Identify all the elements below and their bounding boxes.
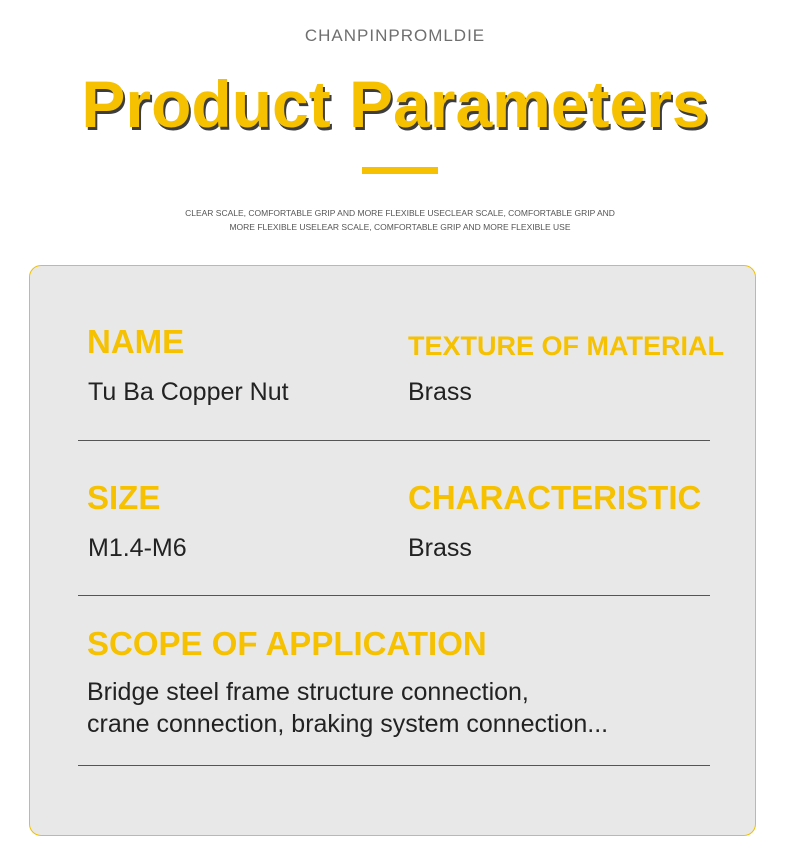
name-value: Tu Ba Copper Nut: [88, 378, 289, 406]
scope-value: [87, 676, 707, 740]
size-label: SIZE: [87, 479, 161, 516]
subtitle-line-2: MORE FLEXIBLE USELEAR SCALE, COMFORTABLE GRIP AND MORE FLEXIBLE USE: [229, 222, 571, 232]
title-underline: [362, 167, 438, 174]
subtitle: [180, 206, 620, 234]
material-label: TEXTURE OF MATERIAL: [408, 331, 724, 361]
divider: [78, 765, 710, 766]
scope-line-1: Bridge steel frame structure connection,: [87, 678, 529, 706]
brand-name: CHANPINPROMLDIE: [304, 26, 486, 45]
characteristic-value: Brass: [408, 534, 472, 562]
page-title: Product Parameters: [81, 67, 709, 141]
divider: [78, 440, 710, 441]
subtitle-line-1: CLEAR SCALE, COMFORTABLE GRIP AND MORE FLEXIBLE USECLEAR SCALE, COMFORTABLE GRIP AND: [185, 208, 615, 218]
scope-line-2: crane connection, braking system connection...: [87, 710, 609, 738]
divider: [78, 595, 710, 596]
size-value: M1.4-M6: [88, 534, 187, 562]
parameters-card: [29, 265, 756, 836]
scope-label: SCOPE OF APPLICATION: [87, 625, 487, 662]
name-label: NAME: [87, 323, 185, 360]
characteristic-label: CHARACTERISTIC: [408, 479, 702, 516]
material-value: Brass: [408, 378, 472, 406]
